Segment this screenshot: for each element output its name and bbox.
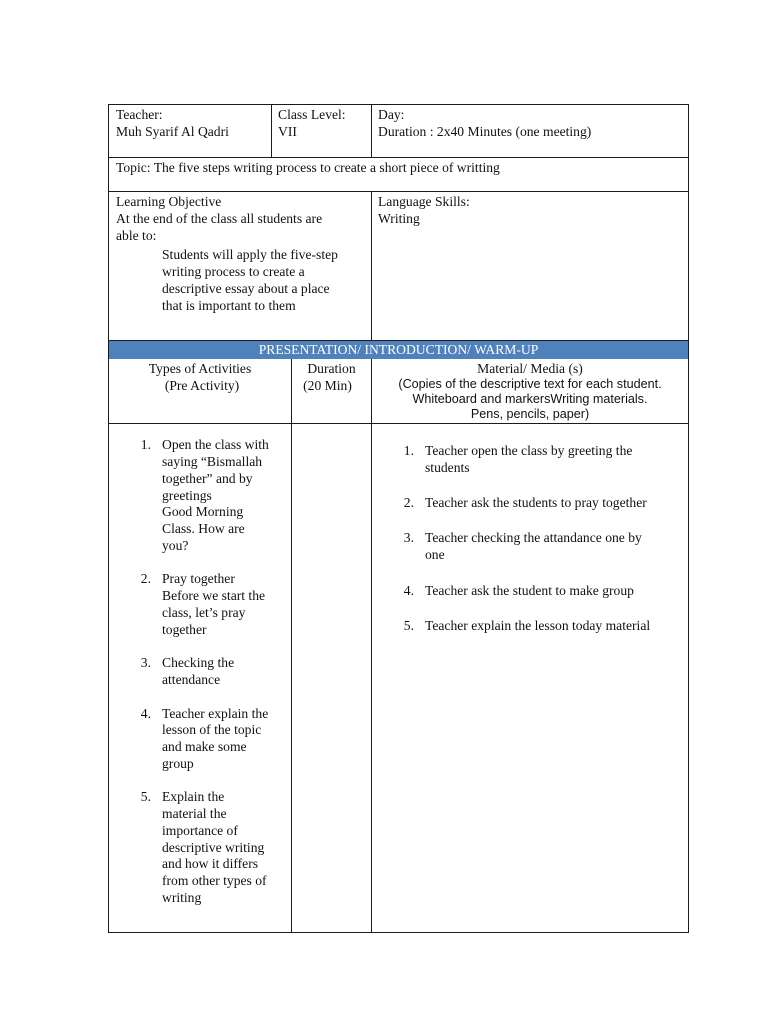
- material-line: (Copies of the descriptive text for each student.: [398, 377, 662, 391]
- activity-line: together: [162, 622, 207, 637]
- teacher-step-line: Teacher explain the lesson today material: [425, 618, 651, 633]
- teacher-step-line: Teacher ask the students to pray together: [425, 495, 647, 510]
- list-number: 3.: [403, 530, 414, 545]
- col-divider: [371, 104, 372, 158]
- section-band-title: PRESENTATION/ INTRODUCTION/ WARM-UP: [258, 342, 539, 357]
- table-border-right: [688, 104, 689, 933]
- objective-body-line: that is important to them: [162, 298, 296, 313]
- row-divider: [108, 157, 689, 158]
- col-divider: [371, 191, 372, 341]
- objective-intro-line: At the end of the class all students are: [116, 211, 323, 226]
- table-border-left: [108, 104, 109, 933]
- activities-header: Types of Activities: [148, 361, 252, 376]
- list-number: 3.: [140, 655, 151, 670]
- activities-subheader: (Pre Activity): [164, 378, 240, 393]
- activity-line: Teacher explain the: [162, 706, 269, 721]
- duration-subheader: (20 Min): [303, 378, 352, 393]
- activity-line: Good Morning: [162, 504, 244, 519]
- language-skills-value: Writing: [378, 211, 420, 226]
- teacher-name: Muh Syarif Al Qadri: [116, 124, 229, 139]
- material-line: Pens, pencils, paper): [470, 407, 590, 421]
- activity-line: material the: [162, 806, 227, 821]
- material-header: Material/ Media (s): [477, 361, 583, 376]
- activity-line: descriptive writing: [162, 840, 265, 855]
- teacher-step-line: one: [425, 547, 445, 562]
- activity-line: class, let’s pray: [162, 605, 246, 620]
- list-number: 2.: [403, 495, 414, 510]
- material-line: Whiteboard and markersWriting materials.: [412, 392, 648, 406]
- activity-line: Pray together: [162, 571, 235, 586]
- day-label: Day:: [378, 107, 405, 122]
- activity-line: from other types of: [162, 873, 267, 888]
- list-number: 1.: [403, 443, 414, 458]
- activity-line: lesson of the topic: [162, 722, 262, 737]
- objective-body-line: writing process to create a: [162, 264, 305, 279]
- activity-line: Explain the: [162, 789, 225, 804]
- col-divider: [371, 359, 372, 933]
- activity-line: importance of: [162, 823, 238, 838]
- class-level-value: VII: [278, 124, 297, 139]
- activity-line: attendance: [162, 672, 221, 687]
- row-divider: [108, 423, 689, 424]
- objective-body-line: Students will apply the five-step: [162, 247, 338, 262]
- activity-line: group: [162, 756, 194, 771]
- activity-line: together” and by: [162, 471, 253, 486]
- activity-line: and how it differs: [162, 856, 259, 871]
- teacher-step-line: students: [425, 460, 470, 475]
- teacher-step-line: Teacher checking the attandance one by: [425, 530, 642, 545]
- objective-intro-line: able to:: [116, 228, 157, 243]
- list-number: 1.: [140, 437, 151, 452]
- activity-line: writing: [162, 890, 202, 905]
- activity-line: Before we start the: [162, 588, 266, 603]
- objective-body-line: descriptive essay about a place: [162, 281, 330, 296]
- teacher-label: Teacher:: [116, 107, 163, 122]
- activity-line: you?: [162, 538, 189, 553]
- topic-text: Topic: The five steps writing process to create a short piece of writting: [116, 160, 500, 175]
- list-number: 4.: [140, 706, 151, 721]
- list-number: 4.: [403, 583, 414, 598]
- class-level-label: Class Level:: [278, 107, 346, 122]
- language-skills-label: Language Skills:: [378, 194, 470, 209]
- activity-line: and make some: [162, 739, 247, 754]
- activity-line: Open the class with: [162, 437, 269, 452]
- row-divider: [108, 191, 689, 192]
- list-number: 2.: [140, 571, 151, 586]
- table-border-bottom: [108, 932, 689, 933]
- list-number: 5.: [140, 789, 151, 804]
- table-border-top: [108, 104, 689, 105]
- objective-label: Learning Objective: [116, 194, 222, 209]
- teacher-step-line: Teacher open the class by greeting the: [425, 443, 633, 458]
- activity-line: Class. How are: [162, 521, 245, 536]
- list-number: 5.: [403, 618, 414, 633]
- duration-header: Duration: [307, 361, 356, 376]
- col-divider: [291, 359, 292, 933]
- duration-text: Duration : 2x40 Minutes (one meeting): [378, 124, 592, 139]
- teacher-step-line: Teacher ask the student to make group: [425, 583, 634, 598]
- col-divider: [271, 104, 272, 158]
- activity-line: greetings: [162, 488, 212, 503]
- activity-line: saying “Bismallah: [162, 454, 263, 469]
- activity-line: Checking the: [162, 655, 235, 670]
